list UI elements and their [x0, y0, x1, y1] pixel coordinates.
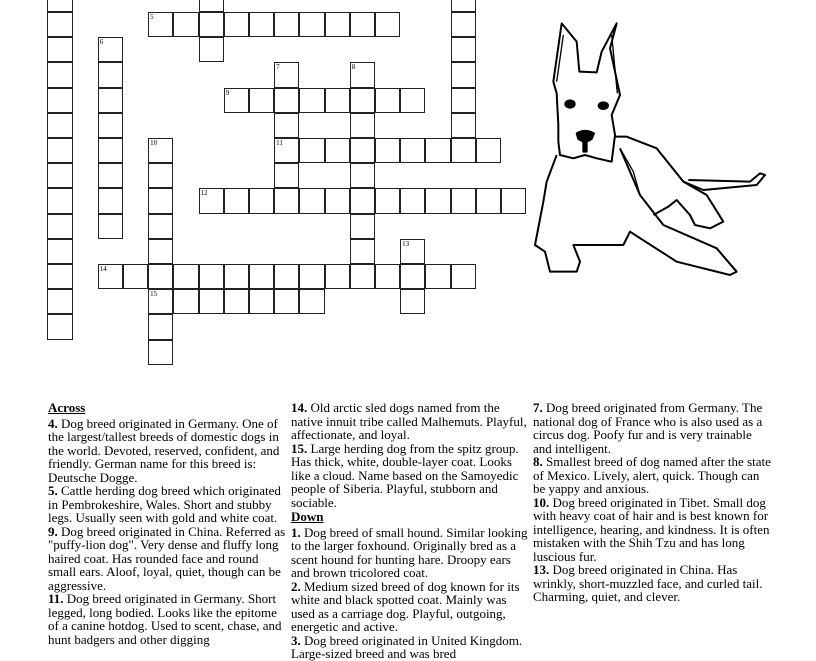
grid-cell[interactable] — [274, 62, 299, 87]
grid-cell[interactable] — [148, 264, 173, 289]
clue-item — [291, 401, 529, 442]
clue-number: 15. — [291, 441, 307, 456]
grid-cell[interactable] — [451, 37, 476, 62]
grid-cell[interactable] — [350, 214, 375, 239]
grid-cell[interactable] — [47, 289, 72, 314]
grid-cell[interactable] — [425, 188, 450, 213]
grid-cell[interactable] — [350, 88, 375, 113]
clue-number: 10. — [533, 495, 549, 510]
grid-cell[interactable] — [274, 113, 299, 138]
grid-cell[interactable] — [47, 0, 72, 12]
clue-item — [291, 580, 529, 634]
clue-item — [291, 526, 529, 580]
clue-item — [48, 525, 286, 593]
dog-eye — [599, 102, 608, 109]
clue-text: Dog breed originated in Germany. Short legged, long bodied. Looks like the epitome of a canine hotdog. Used to scent, chase, and hunt badgers and other digging — [48, 591, 282, 647]
grid-cell[interactable] — [249, 264, 274, 289]
grid-cell[interactable] — [224, 188, 249, 213]
grid-cell[interactable] — [148, 12, 173, 37]
grid-cell[interactable] — [274, 163, 299, 188]
clue-item — [291, 634, 529, 661]
grid-cell[interactable] — [47, 188, 72, 213]
grid-cell[interactable] — [274, 264, 299, 289]
grid-cell[interactable] — [451, 264, 476, 289]
grid-cell[interactable] — [400, 138, 425, 163]
grid-cell[interactable] — [199, 289, 224, 314]
grid-cell[interactable] — [148, 289, 173, 314]
dog-illustration — [530, 15, 770, 280]
clue-text: Dog breed of small hound. Similar looking to the larger foxhound. Originally bred as a scent hound for hunting hare. Droopy ears and brown tricolored coat. — [291, 525, 528, 581]
clue-text: Large herding dog from the spitz group. Has thick, white, double-layer coat. Looks like a cloud. Name based on the Samoyedic people of Siberia. Playful, stubborn and sociable. — [291, 441, 519, 510]
clue-number: 15 — [150, 290, 157, 298]
grid-cell[interactable] — [274, 88, 299, 113]
grid-cell[interactable] — [224, 264, 249, 289]
grid-cell[interactable] — [249, 12, 274, 37]
grid-cell[interactable] — [476, 188, 501, 213]
grid-cell[interactable] — [350, 264, 375, 289]
grid-cell[interactable] — [47, 138, 72, 163]
grid-cell[interactable] — [274, 12, 299, 37]
clue-item — [48, 592, 286, 646]
grid-cell[interactable] — [47, 163, 72, 188]
grid-cell[interactable] — [199, 0, 224, 12]
grid-cell[interactable] — [148, 340, 173, 365]
dog-body — [535, 148, 737, 275]
clue-number: 11 — [276, 139, 283, 147]
grid-cell[interactable] — [350, 138, 375, 163]
grid-cell[interactable] — [350, 62, 375, 87]
grid-cell[interactable] — [350, 113, 375, 138]
clue-number: 13 — [402, 240, 409, 248]
grid-cell[interactable] — [325, 12, 350, 37]
grid-cell[interactable] — [451, 62, 476, 87]
grid-cell[interactable] — [98, 188, 123, 213]
clue-item — [533, 401, 771, 455]
clue-text: Dog breed originated in United Kingdom. Large-sized breed and was bred — [291, 633, 522, 661]
grid-cell[interactable] — [47, 62, 72, 87]
clues-column-1 — [48, 401, 286, 646]
grid-cell[interactable] — [47, 37, 72, 62]
clue-text: Dog breed originated in China. Referred as "puffy-lion dog". Very dense and fluffy long haired coat. Has rounded face and round small ears. Aloof, loyal, quiet, though can be aggressive. — [48, 524, 285, 593]
dog-back — [615, 137, 765, 190]
clue-number: 14 — [100, 265, 107, 273]
clue-number: 7 — [276, 63, 280, 71]
grid-cell[interactable] — [47, 214, 72, 239]
grid-cell[interactable] — [476, 138, 501, 163]
grid-cell[interactable] — [98, 62, 123, 87]
grid-cell[interactable] — [501, 188, 526, 213]
grid-cell[interactable] — [249, 188, 274, 213]
grid-cell[interactable] — [47, 12, 72, 37]
grid-cell[interactable] — [148, 138, 173, 163]
clue-number: 9. — [48, 524, 58, 539]
dog-eye — [565, 100, 574, 107]
clue-number: 6 — [100, 38, 104, 46]
clue-item — [291, 442, 529, 510]
grid-cell[interactable] — [47, 264, 72, 289]
clue-item — [533, 563, 771, 604]
grid-cell[interactable] — [199, 264, 224, 289]
clue-item — [48, 417, 286, 485]
clue-number: 4. — [48, 416, 58, 431]
dog-nose — [577, 131, 594, 152]
grid-cell[interactable] — [325, 138, 350, 163]
grid-cell[interactable] — [299, 188, 324, 213]
grid-cell[interactable] — [98, 264, 123, 289]
grid-cell[interactable] — [350, 163, 375, 188]
clue-text: Medium sized breed of dog known for its white and black spotted coat. Mainly was used as a carriage dog. Playful, outgoing, energetic and active. — [291, 579, 520, 635]
grid-cell[interactable] — [148, 314, 173, 339]
grid-cell[interactable] — [451, 138, 476, 163]
clue-number: 5. — [48, 483, 58, 498]
grid-cell[interactable] — [98, 88, 123, 113]
across-heading: Across — [48, 401, 286, 415]
grid-cell[interactable] — [350, 12, 375, 37]
clue-number: 8. — [533, 454, 543, 469]
grid-cell[interactable] — [98, 214, 123, 239]
clues-column-2 — [291, 401, 529, 661]
grid-cell[interactable] — [325, 264, 350, 289]
grid-cell[interactable] — [274, 138, 299, 163]
grid-cell[interactable] — [400, 264, 425, 289]
grid-cell[interactable] — [274, 289, 299, 314]
grid-cell[interactable] — [299, 88, 324, 113]
clue-text: Dog breed originated in Germany. One of the largest/tallest breeds of domestic dogs in the world. Devoted, reserved, confident, and friendly. German name for this breed is: Deutsche Dogge. — [48, 416, 279, 485]
clue-number: 14. — [291, 400, 307, 415]
clues-column-3 — [533, 401, 771, 604]
clue-text: Dog breed originated in China. Has wrinkly, short-muzzled face, and curled tail. Charming, quiet, and clever. — [533, 562, 762, 604]
grid-cell[interactable] — [325, 88, 350, 113]
grid-cell[interactable] — [299, 264, 324, 289]
grid-cell[interactable] — [47, 88, 72, 113]
grid-cell[interactable] — [148, 188, 173, 213]
grid-cell[interactable] — [47, 314, 72, 339]
grid-cell[interactable] — [400, 88, 425, 113]
grid-cell[interactable] — [400, 239, 425, 264]
grid-cell[interactable] — [400, 188, 425, 213]
grid-cell[interactable] — [375, 12, 400, 37]
grid-cell[interactable] — [224, 12, 249, 37]
clue-number: 2. — [291, 579, 301, 594]
grid-cell[interactable] — [350, 239, 375, 264]
grid-cell[interactable] — [375, 264, 400, 289]
grid-cell[interactable] — [451, 188, 476, 213]
grid-cell[interactable] — [199, 12, 224, 37]
clue-number: 12 — [201, 189, 208, 197]
grid-cell[interactable] — [224, 289, 249, 314]
grid-cell[interactable] — [451, 12, 476, 37]
grid-cell[interactable] — [451, 0, 476, 12]
grid-cell[interactable] — [98, 113, 123, 138]
grid-cell[interactable] — [123, 264, 148, 289]
clue-text: Dog breed originated from Germany. The national dog of France who is also used as a circus dog. Poofy fur and is very trainable and intelligent. — [533, 400, 762, 456]
clue-number: 8 — [352, 63, 356, 71]
clue-text: Dog breed originated in Tibet. Small dog with heavy coat of hair and is best known for intelligence, hearing, and kindness. It is often mistaken with the Shih Tzu and has long luscious fur. — [533, 495, 769, 564]
grid-cell[interactable] — [350, 188, 375, 213]
clue-number: 10 — [150, 139, 157, 147]
grid-cell[interactable] — [173, 264, 198, 289]
down-heading: Down — [291, 510, 529, 524]
grid-cell[interactable] — [148, 239, 173, 264]
grid-cell[interactable] — [47, 113, 72, 138]
grid-cell[interactable] — [375, 88, 400, 113]
grid-cell[interactable] — [98, 37, 123, 62]
clue-text: Cattle herding dog breed which originated in Pembrokeshire, Wales. Short and stubby legs. Usually seen with gold and white coat. — [48, 483, 281, 525]
grid-cell[interactable] — [400, 289, 425, 314]
grid-cell[interactable] — [173, 289, 198, 314]
grid-cell[interactable] — [274, 188, 299, 213]
grid-cell[interactable] — [299, 138, 324, 163]
grid-cell[interactable] — [451, 113, 476, 138]
clue-number: 7. — [533, 400, 543, 415]
clue-item — [533, 496, 771, 564]
grid-cell[interactable] — [98, 163, 123, 188]
grid-cell[interactable] — [199, 188, 224, 213]
grid-cell[interactable] — [199, 37, 224, 62]
clue-number: 13. — [533, 562, 549, 577]
grid-cell[interactable] — [47, 239, 72, 264]
grid-cell[interactable] — [249, 289, 274, 314]
clue-number: 11. — [48, 591, 64, 606]
clue-number: 5 — [150, 13, 154, 21]
grid-cell[interactable] — [224, 88, 249, 113]
grid-cell[interactable] — [299, 289, 324, 314]
clue-item — [48, 484, 286, 525]
grid-cell[interactable] — [451, 88, 476, 113]
clue-text: Old arctic sled dogs named from the native innuit tribe called Malhemuts. Playful, affectionate, and loyal. — [291, 400, 527, 442]
clue-number: 9 — [226, 89, 230, 97]
clue-item — [533, 455, 771, 496]
clue-number: 1. — [291, 525, 301, 540]
grid-cell[interactable] — [148, 163, 173, 188]
grid-cell[interactable] — [173, 12, 198, 37]
grid-cell[interactable] — [425, 264, 450, 289]
grid-cell[interactable] — [299, 12, 324, 37]
grid-cell[interactable] — [148, 214, 173, 239]
grid-cell[interactable] — [375, 138, 400, 163]
clue-text: Smallest breed of dog named after the state of Mexico. Lively, alert, quick. Though can be yappy and anxious. — [533, 454, 771, 496]
clue-number: 3. — [291, 633, 301, 648]
grid-cell[interactable] — [249, 88, 274, 113]
grid-cell[interactable] — [375, 188, 400, 213]
grid-cell[interactable] — [325, 188, 350, 213]
grid-cell[interactable] — [425, 138, 450, 163]
grid-cell[interactable] — [98, 138, 123, 163]
